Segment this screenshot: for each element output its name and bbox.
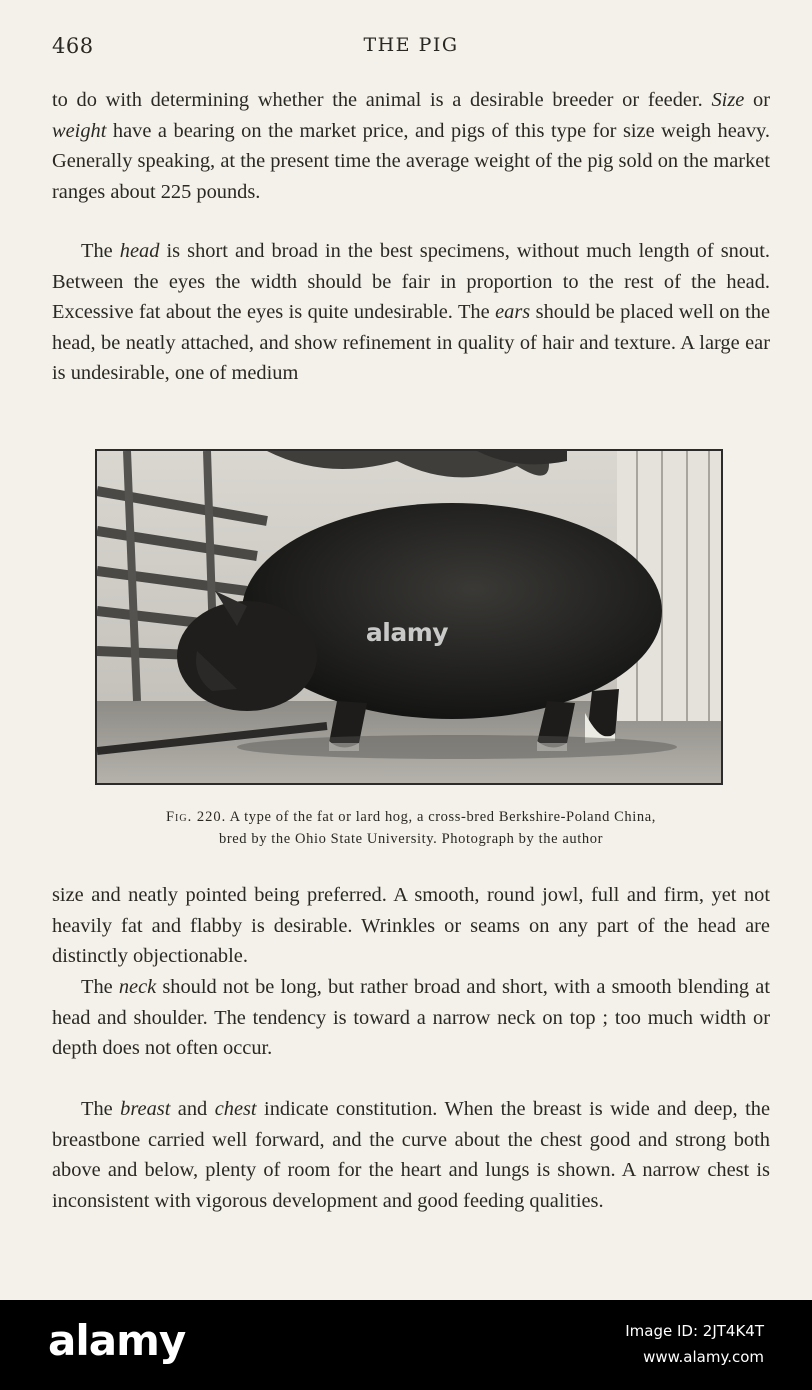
site-url: www.alamy.com bbox=[643, 1348, 764, 1366]
image-id: Image ID: 2JT4K4T bbox=[625, 1322, 764, 1340]
figure-caption bbox=[52, 806, 770, 850]
page-number: 468 bbox=[52, 34, 94, 58]
paragraph-size-weight: to do with determining whether the animal is a desirable breeder or feeder. Size or weight have a bearing on the market price, and pigs of this type for size weigh heavy. Generally speaking, at the present time the average weight of the pig sold on the market ranges about 225 pounds. bbox=[52, 89, 770, 203]
figure-label: Fig. 220. bbox=[165, 809, 227, 825]
caption-line-1: Fig. 220. A type of the fat or lard hog, a cross-bred Berkshire-Poland China, bbox=[165, 809, 657, 825]
paragraph-breast-chest: The breast and chest indicate constitution. When the breast is wide and deep, the breastbone carried well forward, and the curve about the chest good and strong both above and below, plenty of room for the heart and lungs is shown. A narrow chest is inconsistent with vigorous development and good feeding qualities. bbox=[52, 1098, 770, 1212]
paragraph-jowl: size and neatly pointed being preferred. A smooth, round jowl, full and firm, yet not heavily fat and flabby is desirable. Wrinkles or seams on any part of the head are distinctly objectionable. bbox=[52, 884, 770, 968]
paragraph-head: The head is short and broad in the best specimens, without much length of snout. Between the eyes the width should be fair in proportion to the rest of the head. Excessive fat about the eyes is quite undesirable. The ears should be placed well on the head, be neatly attached, and show refinement in quality of hair and texture. A large ear is undesirable, one of medium bbox=[52, 240, 771, 385]
alamy-logo: alamy bbox=[48, 1316, 186, 1365]
paragraph-neck: The neck should not be long, but rather broad and short, with a smooth blending at head and shoulder. The tendency is toward a narrow neck on top ; too much width or depth does not often occur. bbox=[52, 976, 770, 1060]
page-header bbox=[52, 34, 770, 62]
stock-image-info bbox=[625, 1318, 764, 1370]
pig-photo-drawing bbox=[97, 451, 721, 783]
caption-line-2: bred by the Ohio State University. Photograph by the author bbox=[218, 831, 603, 847]
stock-watermark-bar bbox=[0, 1300, 812, 1390]
running-head: THE PIG bbox=[363, 34, 459, 56]
photo-watermark: alamy bbox=[365, 618, 449, 647]
pig-photograph bbox=[95, 449, 723, 785]
